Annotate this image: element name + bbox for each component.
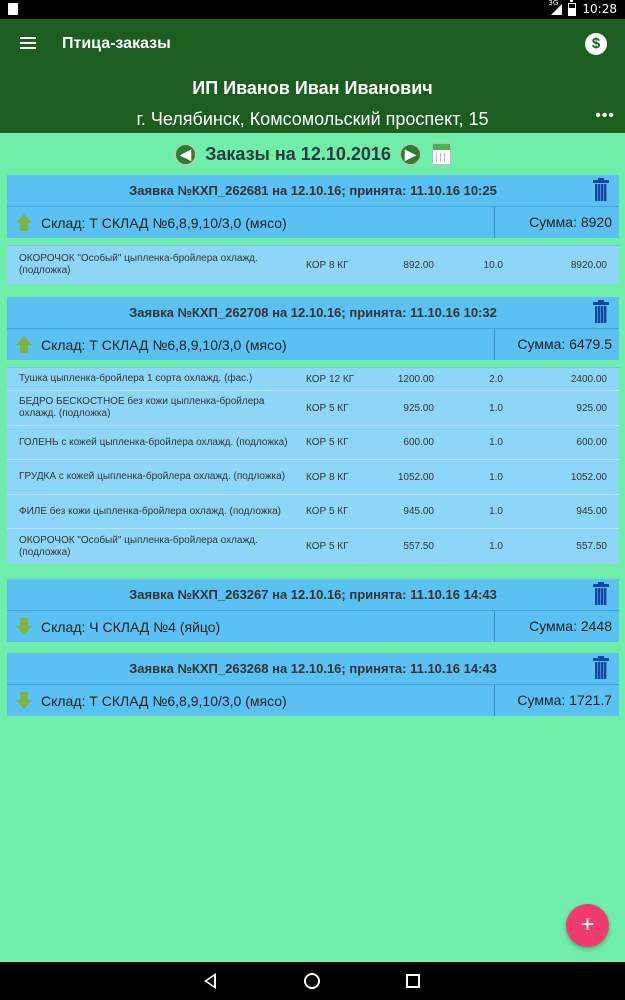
warehouse-row[interactable] — [7, 207, 495, 238]
order-card — [7, 175, 619, 284]
item-price: 600.00 — [403, 437, 434, 448]
order-header-text: Заявка №КХП_262681 на 12.10.16; принята: 11.10.16 10:25 — [129, 183, 497, 198]
dollar-icon[interactable]: $ — [585, 33, 607, 55]
order-header-text: Заявка №КХП_263268 на 12.10.16; принята: 11.10.16 14:43 — [129, 661, 497, 676]
more-options-icon[interactable]: ••• — [595, 107, 615, 124]
item-price: 557.50 — [403, 541, 434, 552]
order-card — [7, 297, 619, 564]
warehouse-label: Склад: Т СКЛАД №6,8,9,10/3,0 (мясо) — [41, 336, 287, 353]
trash-icon[interactable] — [593, 583, 609, 605]
order-sum: Сумма: 6479.5 — [517, 336, 612, 352]
order-summary — [7, 610, 619, 642]
arrow-down-icon — [15, 692, 33, 710]
item-name: ГРУДКА с кожей цыпленка-бройлера охлажд. (подложка) — [19, 471, 286, 482]
date-bar — [0, 138, 625, 170]
order-header-text: Заявка №КХП_262708 на 12.10.16; принята: 11.10.16 10:32 — [129, 305, 497, 320]
previous-date-button[interactable]: ◀ — [174, 143, 197, 166]
calendar-icon[interactable] — [432, 143, 451, 165]
order-item-row[interactable] — [7, 426, 619, 460]
item-unit: КОР 8 КГ — [306, 471, 349, 483]
date-title: Заказы на 12.10.2016 — [205, 143, 391, 164]
order-header[interactable] — [7, 297, 619, 328]
home-icon[interactable] — [304, 973, 320, 989]
item-unit: КОР 5 КГ — [306, 402, 349, 414]
signal-icon — [548, 0, 562, 15]
item-price: 1052.00 — [397, 471, 434, 483]
order-item-row[interactable] — [7, 246, 619, 284]
sd-card-icon — [8, 3, 18, 15]
item-name: ОКОРОЧОК "Особый" цыпленка-бройлера охлажд. (подложка) — [19, 534, 258, 558]
item-qty: 2.0 — [489, 373, 503, 385]
order-sum: Сумма: 1721.7 — [517, 692, 612, 708]
item-name: ОКОРОЧОК "Особый" цыпленка-бройлера охлажд. (подложка) — [19, 253, 258, 276]
order-header[interactable] — [7, 175, 619, 206]
order-card — [7, 579, 619, 642]
item-amount: 2400.00 — [570, 373, 607, 385]
item-price: 945.00 — [403, 506, 434, 517]
item-qty: 10.0 — [483, 259, 503, 271]
order-item-row[interactable] — [7, 391, 619, 426]
item-qty: 1.0 — [489, 506, 503, 517]
next-date-button[interactable]: ▶ — [399, 143, 422, 166]
back-icon[interactable] — [204, 973, 216, 989]
order-items — [7, 245, 619, 284]
network-label: 3G — [548, 0, 559, 7]
item-name: ГОЛЕНЬ с кожей цыпленка-бройлера охлажд. (подложка) — [19, 436, 288, 448]
order-summary — [7, 328, 619, 360]
item-amount: 1052.00 — [570, 471, 607, 483]
system-nav-bar — [0, 962, 625, 1000]
warehouse-label: Склад: Т СКЛАД №6,8,9,10/3,0 (мясо) — [41, 214, 287, 231]
add-order-button[interactable]: + — [566, 904, 609, 947]
item-amount: 925.00 — [576, 402, 607, 414]
order-item-row[interactable] — [7, 529, 619, 564]
item-amount: 8920.00 — [570, 259, 607, 271]
item-amount: 600.00 — [576, 437, 607, 448]
trash-icon[interactable] — [593, 179, 609, 201]
recent-apps-icon[interactable] — [406, 974, 420, 988]
item-qty: 1.0 — [489, 402, 503, 414]
menu-icon[interactable] — [20, 37, 36, 49]
item-amount: 945.00 — [576, 506, 607, 517]
item-qty: 1.0 — [489, 437, 503, 448]
client-address: г. Челябинск, Комсомольский проспект, 15 — [136, 109, 489, 129]
item-qty: 1.0 — [489, 471, 503, 483]
order-header-text: Заявка №КХП_263267 на 12.10.16; принята: 11.10.16 14:43 — [129, 587, 497, 602]
warehouse-label: Склад: Ч СКЛАД №4 (яйцо) — [41, 618, 221, 635]
item-price: 925.00 — [403, 402, 434, 414]
arrow-down-icon — [15, 618, 33, 636]
order-item-row[interactable] — [7, 460, 619, 495]
item-unit: КОР 12 КГ — [306, 373, 355, 385]
battery-icon — [568, 3, 576, 16]
order-summary — [7, 684, 619, 716]
order-header[interactable] — [7, 653, 619, 684]
warehouse-label: Склад: Т СКЛАД №6,8,9,10/3,0 (мясо) — [41, 692, 287, 709]
app-bar — [0, 19, 625, 69]
arrow-up-icon — [15, 214, 33, 232]
order-header[interactable] — [7, 579, 619, 610]
item-name: БЕДРО БЕСКОСТНОЕ без кожи цыпленка-бройлера охлажд. (подложка) — [19, 396, 265, 419]
item-name: ФИЛЕ без кожи цыпленка-бройлера охлажд. (подложка) — [19, 505, 282, 517]
item-name: Тушка цыпленка-бройлера 1 сорта охлажд. (фас.) — [19, 373, 253, 384]
item-unit: КОР 5 КГ — [306, 541, 349, 552]
item-price: 892.00 — [403, 259, 434, 271]
order-sum: Сумма: 8920 — [529, 214, 612, 230]
order-sum: Сумма: 2448 — [529, 618, 612, 634]
trash-icon[interactable] — [593, 301, 609, 323]
trash-icon[interactable] — [593, 657, 609, 679]
client-header — [0, 69, 625, 133]
warehouse-row[interactable] — [7, 329, 495, 360]
arrow-up-icon — [15, 336, 33, 354]
order-summary — [7, 206, 619, 238]
order-card — [7, 653, 619, 716]
item-qty: 1.0 — [489, 541, 503, 552]
client-name: ИП Иванов Иван Иванович — [192, 78, 433, 98]
item-unit: КОР 5 КГ — [306, 506, 349, 517]
warehouse-row[interactable] — [7, 685, 495, 716]
item-unit: КОР 8 КГ — [306, 259, 349, 271]
app-title: Птица-заказы — [62, 35, 171, 52]
order-items — [7, 367, 619, 564]
order-item-row[interactable] — [7, 368, 619, 391]
order-item-row[interactable] — [7, 495, 619, 529]
warehouse-row[interactable] — [7, 611, 495, 642]
item-amount: 557.50 — [576, 541, 607, 552]
clock: 10:28 — [582, 2, 617, 16]
item-price: 1200.00 — [397, 373, 434, 385]
status-bar — [0, 0, 625, 19]
item-unit: КОР 5 КГ — [306, 437, 349, 448]
